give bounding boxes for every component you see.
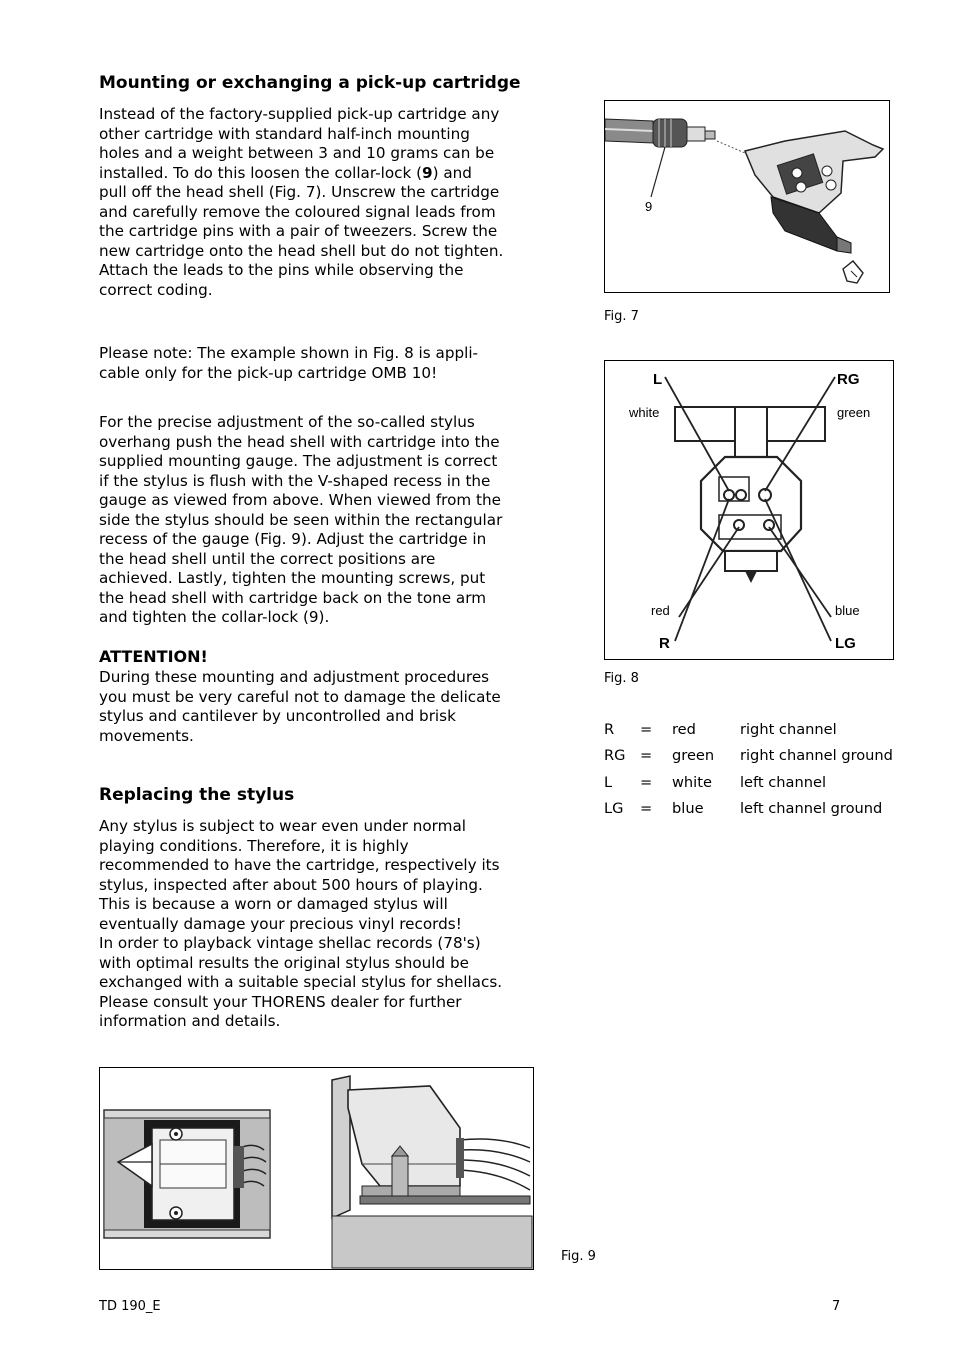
fig8-label-blue: blue (835, 603, 860, 618)
fig8-label-white: white (629, 405, 660, 420)
fig7-callout-9: 9 (645, 199, 653, 214)
legend-equals: = (640, 747, 653, 765)
note-paragraph: Please note: The example shown in Fig. 8 is appli- cable only for the pick-up cartridge OMB 10! (99, 344, 479, 382)
legend-color: white (672, 773, 712, 791)
attention-heading: ATTENTION! (99, 647, 208, 666)
legend-equals: = (640, 799, 653, 817)
legend-color: green (672, 747, 715, 765)
legend-row (604, 743, 904, 769)
section-heading-mounting: Mounting or exchanging a pick-up cartridge (99, 73, 521, 93)
mounting-text-part2: ) and pull off the head shell (Fig. 7). Unscrew the cartridge and carefully remove the coloured signal leads from the cartridge pins with a pair of tweezers. Screw the new cartridge onto the head shell but do not tighten. Attach the leads to the pins while observing the correct coding. (99, 163, 504, 299)
legend-row (604, 717, 904, 743)
mounting-text-part1: Instead of the factory-supplied pick-up cartridge any other cartridge with standard half-inch mounting holes and a weight between 3 and 10 grams can be installed. To do this loosen the collar-lock ( (99, 105, 500, 182)
legend-meaning: left channel (740, 773, 827, 791)
fig9-caption: Fig. 9 (561, 1249, 596, 1264)
legend-code: R (604, 721, 615, 738)
legend-code: L (604, 773, 613, 791)
attention-paragraph: During these mounting and adjustment procedures you must be very careful not to damage the delicate stylus and cantilever by uncontrolled and brisk movements. (99, 668, 501, 745)
legend-code: RG (604, 747, 626, 765)
adjustment-paragraph: For the precise adjustment of the so-called stylus overhang push the head shell with cartridge into the supplied mounting gauge. The adjustment is correct if the stylus is flush with the V-shaped recess in the gauge as viewed from above. When viewed from the side the stylus should be seen within the rectangular recess of the gauge (Fig. 9). Adjust the cartridge in the head shell until the correct positions are achieved. Lastly, tighten the mounting screws, put the head shell with cartridge back on the tone arm and tighten the collar-lock (9). (99, 413, 503, 626)
mounting-paragraph (99, 105, 549, 300)
fig8-label-L: L (653, 371, 663, 388)
fig8-label-RG: RG (837, 371, 860, 388)
fig8-illustration (604, 360, 894, 660)
fig8-label-green: green (837, 405, 871, 420)
legend-meaning: right channel ground (740, 747, 893, 765)
legend-row (604, 796, 904, 822)
document-id: TD 190_E (99, 1299, 161, 1314)
fig7-caption: Fig. 7 (604, 309, 639, 324)
legend-equals: = (640, 773, 653, 791)
section-heading-stylus: Replacing the stylus (99, 785, 295, 805)
wire-color-legend (604, 717, 904, 822)
fig8-label-LG: LG (835, 635, 856, 652)
legend-code: LG (604, 799, 624, 817)
fig7-illustration (604, 100, 890, 293)
fig8-label-R: R (659, 635, 670, 652)
legend-color: red (672, 721, 696, 738)
fig8-label-red: red (651, 603, 670, 618)
legend-meaning: left channel ground (740, 799, 883, 817)
legend-equals: = (640, 721, 653, 738)
fig8-caption: Fig. 8 (604, 671, 639, 686)
legend-row (604, 770, 904, 796)
fig9-drawing (100, 1068, 533, 1269)
page-number: 7 (832, 1299, 841, 1314)
legend-color: blue (672, 799, 704, 817)
fig7-drawing (605, 101, 889, 292)
stylus-paragraph: Any stylus is subject to wear even under normal playing conditions. Therefore, it is highly recommended to have the cartridge, respectively its stylus, inspected after about 500 hours of playing. This is because a worn or damaged stylus will eventually damage your precious vinyl records! In order to playback vintage shellac records (78's) with optimal results the original stylus should be exchanged with a suitable special stylus for shellacs. Please consult your THORENS dealer for further information and details. (99, 817, 503, 1030)
fig9-illustration (99, 1067, 534, 1270)
collar-lock-ref: 9 (422, 163, 433, 182)
legend-meaning: right channel (740, 721, 837, 738)
